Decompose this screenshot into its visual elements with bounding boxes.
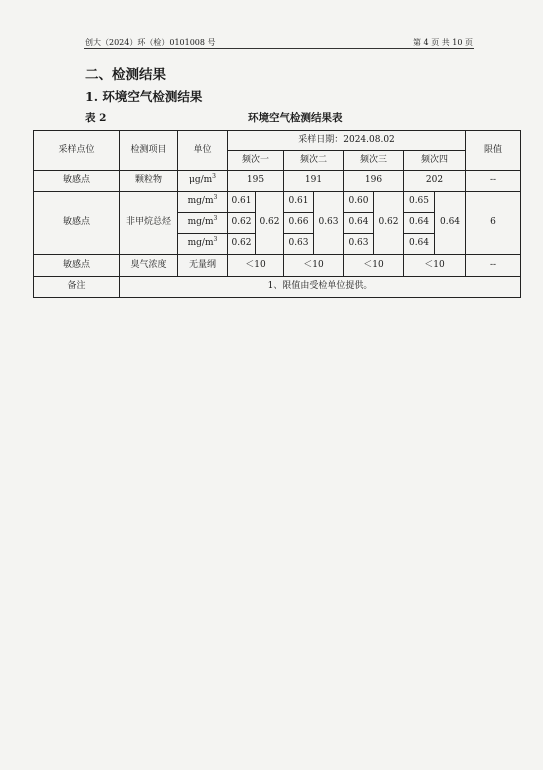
table-row-odor bbox=[34, 255, 521, 277]
cell-site: 敏感点 bbox=[34, 192, 120, 255]
cell-value: 0.63 bbox=[344, 234, 374, 255]
header-item: 检测项目 bbox=[120, 131, 178, 171]
cell-site: 敏感点 bbox=[34, 171, 120, 192]
cell-value: 0.64 bbox=[344, 213, 374, 234]
table-row-nmhc-1 bbox=[34, 192, 521, 213]
cell-value: 202 bbox=[404, 171, 466, 192]
cell-value: 0.65 bbox=[404, 192, 435, 213]
cell-unit: $mg/m^3$ bbox=[178, 192, 228, 213]
cell-item: 颗粒物 bbox=[120, 171, 178, 192]
cell-value: 0.63 bbox=[284, 234, 314, 255]
cell-average: 0.63 bbox=[314, 192, 344, 255]
page-info: 第 4 页 共 10 页 bbox=[413, 38, 473, 47]
cell-item: 臭气浓度 bbox=[120, 255, 178, 277]
subsection-title: 1. 环境空气检测结果 bbox=[85, 89, 203, 104]
header-divider bbox=[84, 48, 474, 49]
cell-limit: -- bbox=[466, 255, 521, 277]
header-freq-2: 频次二 bbox=[284, 151, 344, 171]
header-limit: 限值 bbox=[466, 131, 521, 171]
cell-value: 195 bbox=[228, 171, 284, 192]
cell-average: 0.64 bbox=[435, 192, 466, 255]
cell-value: 0.61 bbox=[284, 192, 314, 213]
cell-unit: $\mu g/m^3$ bbox=[178, 171, 228, 192]
cell-site: 敏感点 bbox=[34, 255, 120, 277]
cell-value: 0.64 bbox=[404, 213, 435, 234]
header-freq-4: 频次四 bbox=[404, 151, 466, 171]
cell-unit: $mg/m^3$ bbox=[178, 234, 228, 255]
remark-label: 备注 bbox=[34, 277, 120, 298]
cell-limit: -- bbox=[466, 171, 521, 192]
cell-value: ＜10 bbox=[344, 255, 404, 277]
cell-value: 191 bbox=[284, 171, 344, 192]
cell-value: ＜10 bbox=[404, 255, 466, 277]
cell-value: 0.62 bbox=[228, 213, 256, 234]
header-sampling-date: 采样日期：2024.08.02 bbox=[228, 131, 466, 151]
header-freq-3: 频次三 bbox=[344, 151, 404, 171]
cell-limit: 6 bbox=[466, 192, 521, 255]
cell-value: 0.60 bbox=[344, 192, 374, 213]
table-row-remark bbox=[34, 277, 521, 298]
cell-unit: $mg/m^3$ bbox=[178, 213, 228, 234]
cell-item: 非甲烷总烃 bbox=[120, 192, 178, 255]
table-label: 表 2 bbox=[85, 112, 107, 124]
table-title: 环境空气检测结果表 bbox=[248, 112, 343, 124]
table-row-particulate bbox=[34, 171, 521, 192]
header-site: 采样点位 bbox=[34, 131, 120, 171]
cell-value: 0.62 bbox=[228, 234, 256, 255]
cell-value: ＜10 bbox=[228, 255, 284, 277]
cell-average: 0.62 bbox=[256, 192, 284, 255]
document-number: 创大（2024）环（检）0101008 号 bbox=[85, 38, 216, 47]
cell-value: ＜10 bbox=[284, 255, 344, 277]
cell-unit: 无量纲 bbox=[178, 255, 228, 277]
cell-average: 0.62 bbox=[374, 192, 404, 255]
header-row bbox=[34, 131, 521, 151]
cell-value: 0.61 bbox=[228, 192, 256, 213]
header-freq-1: 频次一 bbox=[228, 151, 284, 171]
section-title: 二、检测结果 bbox=[85, 67, 166, 83]
cell-value: 0.66 bbox=[284, 213, 314, 234]
cell-value: 196 bbox=[344, 171, 404, 192]
results-table bbox=[33, 130, 521, 298]
header-unit: 单位 bbox=[178, 131, 228, 171]
remark-text: 1、限值由受检单位提供。 bbox=[120, 277, 521, 298]
cell-value: 0.64 bbox=[404, 234, 435, 255]
